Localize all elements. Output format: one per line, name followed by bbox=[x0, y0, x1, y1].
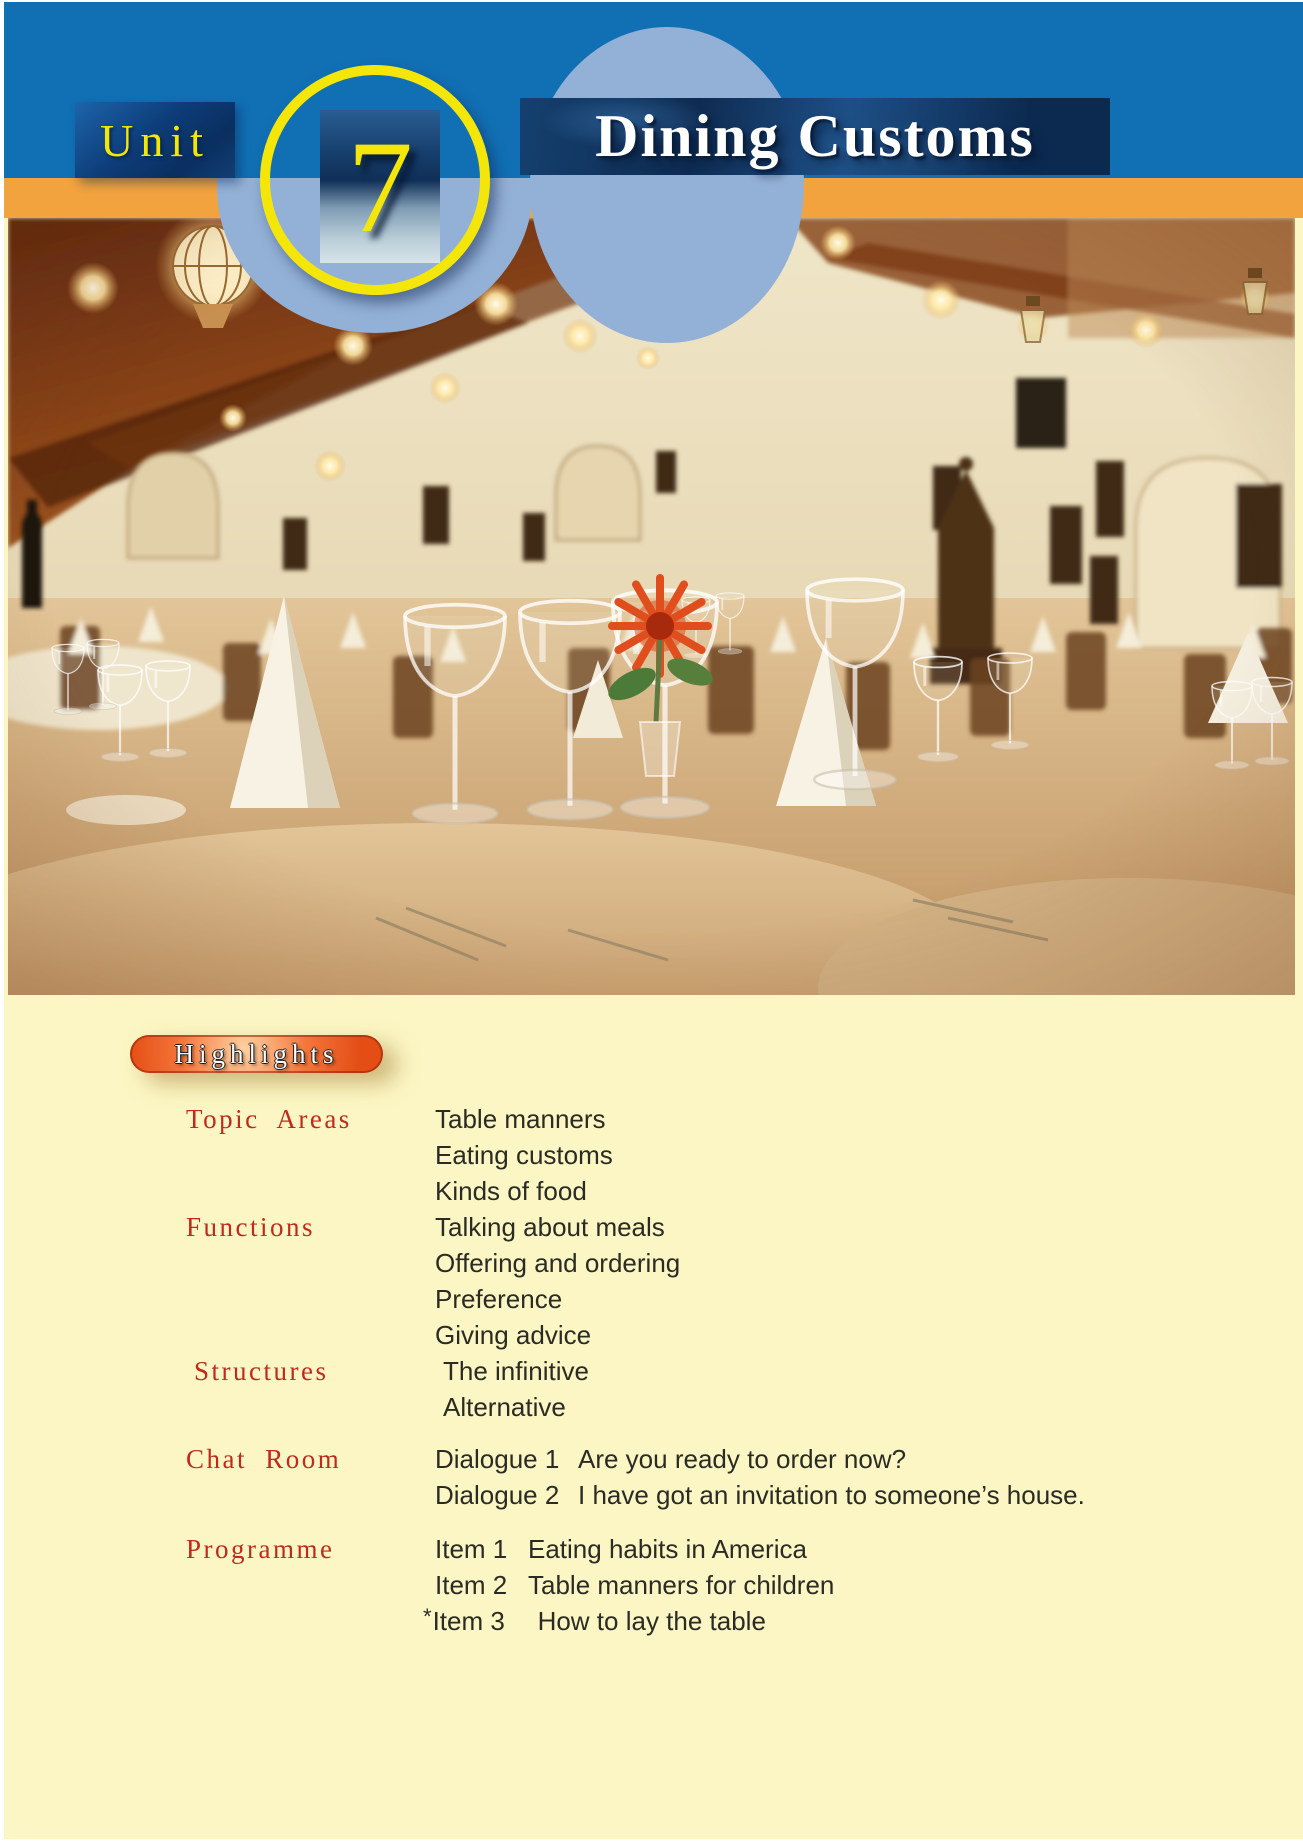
list-item bbox=[435, 1567, 1303, 1603]
title-strip bbox=[520, 98, 1110, 175]
list-item: The infinitive bbox=[443, 1356, 589, 1386]
section-label: Functions bbox=[186, 1212, 316, 1242]
highlights-badge-label: Highlights bbox=[174, 1038, 339, 1069]
highlights-rows bbox=[0, 1101, 1303, 1641]
list-item bbox=[435, 1441, 1303, 1477]
item-text: How to lay the table bbox=[537, 1606, 766, 1636]
list-item: Giving advice bbox=[435, 1320, 592, 1350]
page-edge bbox=[0, 0, 1303, 2]
item-text: Table manners for children bbox=[528, 1570, 835, 1600]
item-star: * bbox=[423, 1604, 432, 1629]
section-functions bbox=[0, 1209, 1303, 1353]
unit-label-box bbox=[75, 102, 235, 178]
page-edge bbox=[0, 0, 4, 1843]
section-chat-room bbox=[0, 1441, 1303, 1513]
item-number: Item 3 bbox=[432, 1606, 505, 1636]
list-item bbox=[435, 1531, 1303, 1567]
list-item: Alternative bbox=[443, 1392, 566, 1422]
item-text: I have got an invitation to someone’s house. bbox=[578, 1480, 1085, 1510]
item-number: Item 2 bbox=[435, 1570, 508, 1600]
list-item bbox=[423, 1603, 1303, 1641]
section-label: Topic Areas bbox=[186, 1104, 352, 1134]
list-item: Eating customs bbox=[435, 1140, 613, 1170]
section-label: Programme bbox=[186, 1534, 335, 1564]
list-item bbox=[435, 1477, 1303, 1513]
light-blue-dome bbox=[530, 27, 804, 343]
page-edge bbox=[0, 1839, 1303, 1843]
item-text: Eating habits in America bbox=[528, 1534, 807, 1564]
list-item: Kinds of food bbox=[435, 1176, 587, 1206]
section-structures bbox=[0, 1353, 1303, 1425]
unit-number: 7 bbox=[347, 112, 413, 260]
list-item: Talking about meals bbox=[435, 1212, 665, 1242]
section-label: Structures bbox=[194, 1356, 329, 1386]
item-number: Dialogue 2 bbox=[435, 1480, 560, 1510]
item-text: Are you ready to order now? bbox=[578, 1444, 907, 1474]
unit-number-badge bbox=[260, 65, 490, 295]
unit-label: Unit bbox=[100, 114, 210, 166]
highlights-badge bbox=[130, 1035, 383, 1073]
section-topic-areas bbox=[0, 1101, 1303, 1209]
unit-number-backdrop bbox=[320, 110, 440, 263]
section-label: Chat Room bbox=[186, 1444, 342, 1474]
item-number: Item 1 bbox=[435, 1534, 508, 1564]
section-programme bbox=[0, 1531, 1303, 1641]
page-title: Dining Customs bbox=[595, 103, 1035, 169]
item-number: Dialogue 1 bbox=[435, 1444, 560, 1474]
list-item: Table manners bbox=[435, 1104, 606, 1134]
list-item: Preference bbox=[435, 1284, 563, 1314]
list-item: Offering and ordering bbox=[435, 1248, 681, 1278]
